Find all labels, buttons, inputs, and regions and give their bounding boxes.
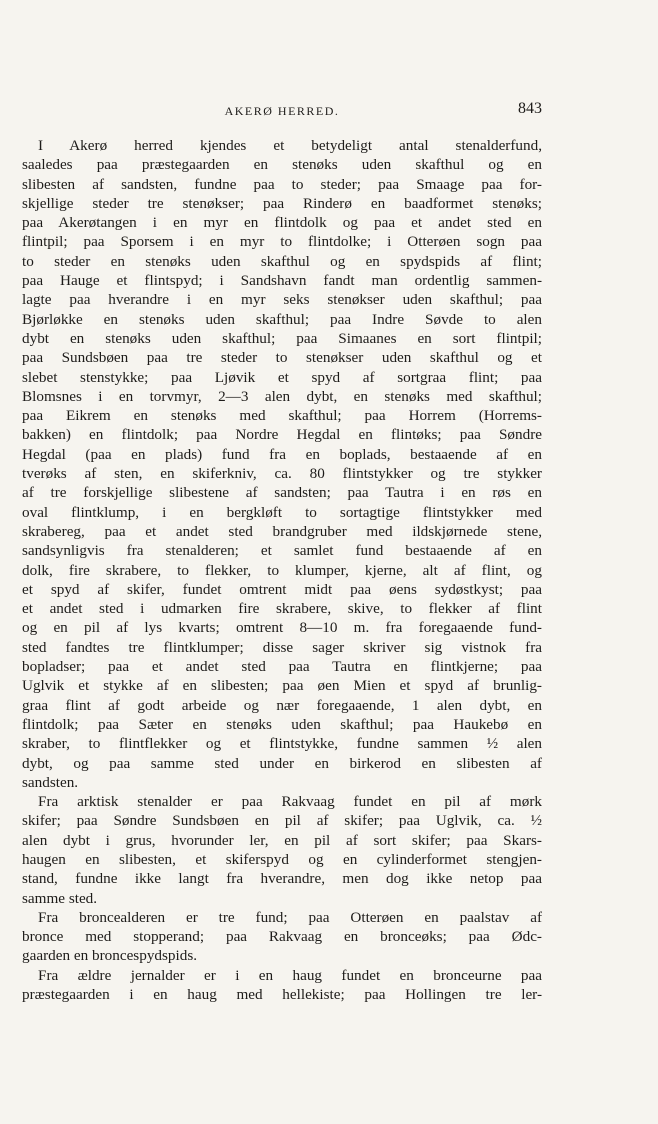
page-header [22, 100, 542, 122]
text-line: bakken) en flintdolk; paa Nordre Hegdal en flintøks; paa Søndre [22, 426, 542, 444]
text-line: skjellige steder tre stenøkser; paa Rinderø en baadformet stenøks; [22, 194, 542, 212]
text-line: flintdolk; paa Sæter en stenøks uden skafthul; paa Haukebø en [22, 715, 542, 733]
text-line: alen dybt i grus, hvorunder ler, en pil af sort skifer; paa Skars- [22, 831, 542, 849]
page-number: 843 [518, 100, 542, 117]
text-line: dolk, fire skrabere, to flekker, to klumper, kjerne, alt af flint, og [22, 561, 542, 579]
text-line: slibesten af sandsten, fundne paa to steder; paa Smaage paa for- [22, 175, 542, 193]
text-line: Uglvik et stykke af en slibesten; paa øen Mien et spyd af brunlig- [22, 677, 542, 695]
text-line: og en pil af lys kvarts; omtrent 8—10 m. fra foregaaende fund- [22, 619, 542, 637]
text-line: paa Eikrem en stenøks med skafthul; paa Horrem (Horrems- [22, 407, 542, 425]
text-line: slebet stenstykke; paa Ljøvik et spyd af sortgraa flint; paa [22, 368, 542, 386]
text-line: paa Sundsbøen paa tre steder to stenøkser uden skafthul og et [22, 349, 542, 367]
text-line: flintpil; paa Sporsem i en myr to flintdolke; i Otterøen sogn paa [22, 233, 542, 251]
text-line: dybt en stenøks uden skafthul; paa Simaanes en sort flintpil; [22, 329, 542, 347]
text-line: haugen en slibesten, et skiferspyd og en cylinderformet stengjen- [22, 850, 542, 868]
text-line: sandsynligvis fra stenalderen; et samlet fund bestaaende af en [22, 542, 542, 560]
text-line: Hegdal (paa en plads) fund fra en boplads, bestaaende af en [22, 445, 542, 463]
text-line: Fra arktisk stenalder er paa Rakvaag fundet en pil af mørk [38, 793, 542, 811]
running-head: AKERØ HERRED. [224, 104, 340, 118]
text-line: sted fandtes tre flintklumper; disse sager skriver sig vistnok fra [22, 638, 542, 656]
text-line: samme sted. [22, 889, 98, 907]
text-line: af tre forskjellige slibestene af sandsten; paa Tautra i en røs en [22, 484, 542, 502]
text-line: skrabereg, paa et andet sted brandgruber med ildskjørnede stene, [22, 522, 542, 540]
text-line: bopladser; paa et andet sted paa Tautra en flintkjerne; paa [22, 658, 542, 676]
text-line: Fra ældre jernalder er i en haug fundet en bronceurne paa [38, 966, 542, 984]
text-line: præstegaarden i en haug med hellekiste; paa Hollingen tre ler- [22, 986, 542, 1004]
text-line: paa Hauge et flintspyd; i Sandshavn fandt man ordentlig sammen- [22, 272, 542, 290]
text-line: to steder en stenøks uden skafthul og en spydspids af flint; [22, 252, 542, 270]
text-line: stand, fundne ikke langt fra hverandre, men dog ikke netop paa [22, 870, 542, 888]
text-line: sandsten. [22, 773, 79, 791]
text-line: tverøks af sten, en skiferkniv, ca. 80 flintstykker og tre stykker [22, 465, 542, 483]
text-line: saaledes paa præstegaarden en stenøks uden skafthul og en [22, 156, 542, 174]
text-line: skifer; paa Søndre Sundsbøen en pil af skifer; paa Uglvik, ca. ½ [22, 812, 542, 830]
text-line: bronce med stopperand; paa Rakvaag en bronceøks; paa Ødc- [22, 928, 542, 946]
body-text [22, 136, 542, 1004]
text-line: lagte paa hverandre i en myr seks stenøkser uden skafthul; paa [22, 291, 542, 309]
text-line: graa flint af godt arbeide og nær foregaaende, 1 alen dybt, en [22, 696, 542, 714]
text-line: et andet sted i udmarken fire skrabere, skive, to flekker af flint [22, 600, 542, 618]
text-line: gaarden en broncespydspids. [22, 947, 198, 965]
text-line: Blomsnes i en torvmyr, 2—3 alen dybt, en stenøks med skafthul; [22, 387, 542, 405]
text-line: skraber, to flintflekker og et flintstykke, fundne sammen ½ alen [22, 735, 542, 753]
text-line: I Akerø herred kjendes et betydeligt antal stenalderfund, [38, 137, 542, 154]
text-line: Fra broncealderen er tre fund; paa Otterøen en paalstav af [38, 908, 542, 926]
text-line: dybt, og paa samme sted under en birkerod en slibesten af [22, 754, 542, 772]
text-line: oval flintklump, i en bergkløft to sortagtige flintstykker med [22, 503, 542, 521]
text-line: et spyd af skifer, fundet omtrent midt paa øens sydøstkyst; paa [22, 580, 542, 598]
text-line: Bjørløkke en stenøks uden skafthul; paa Indre Søvde to alen [22, 310, 542, 328]
text-line: paa Akerøtangen i en myr en flintdolk og paa et andet sted en [22, 214, 542, 232]
